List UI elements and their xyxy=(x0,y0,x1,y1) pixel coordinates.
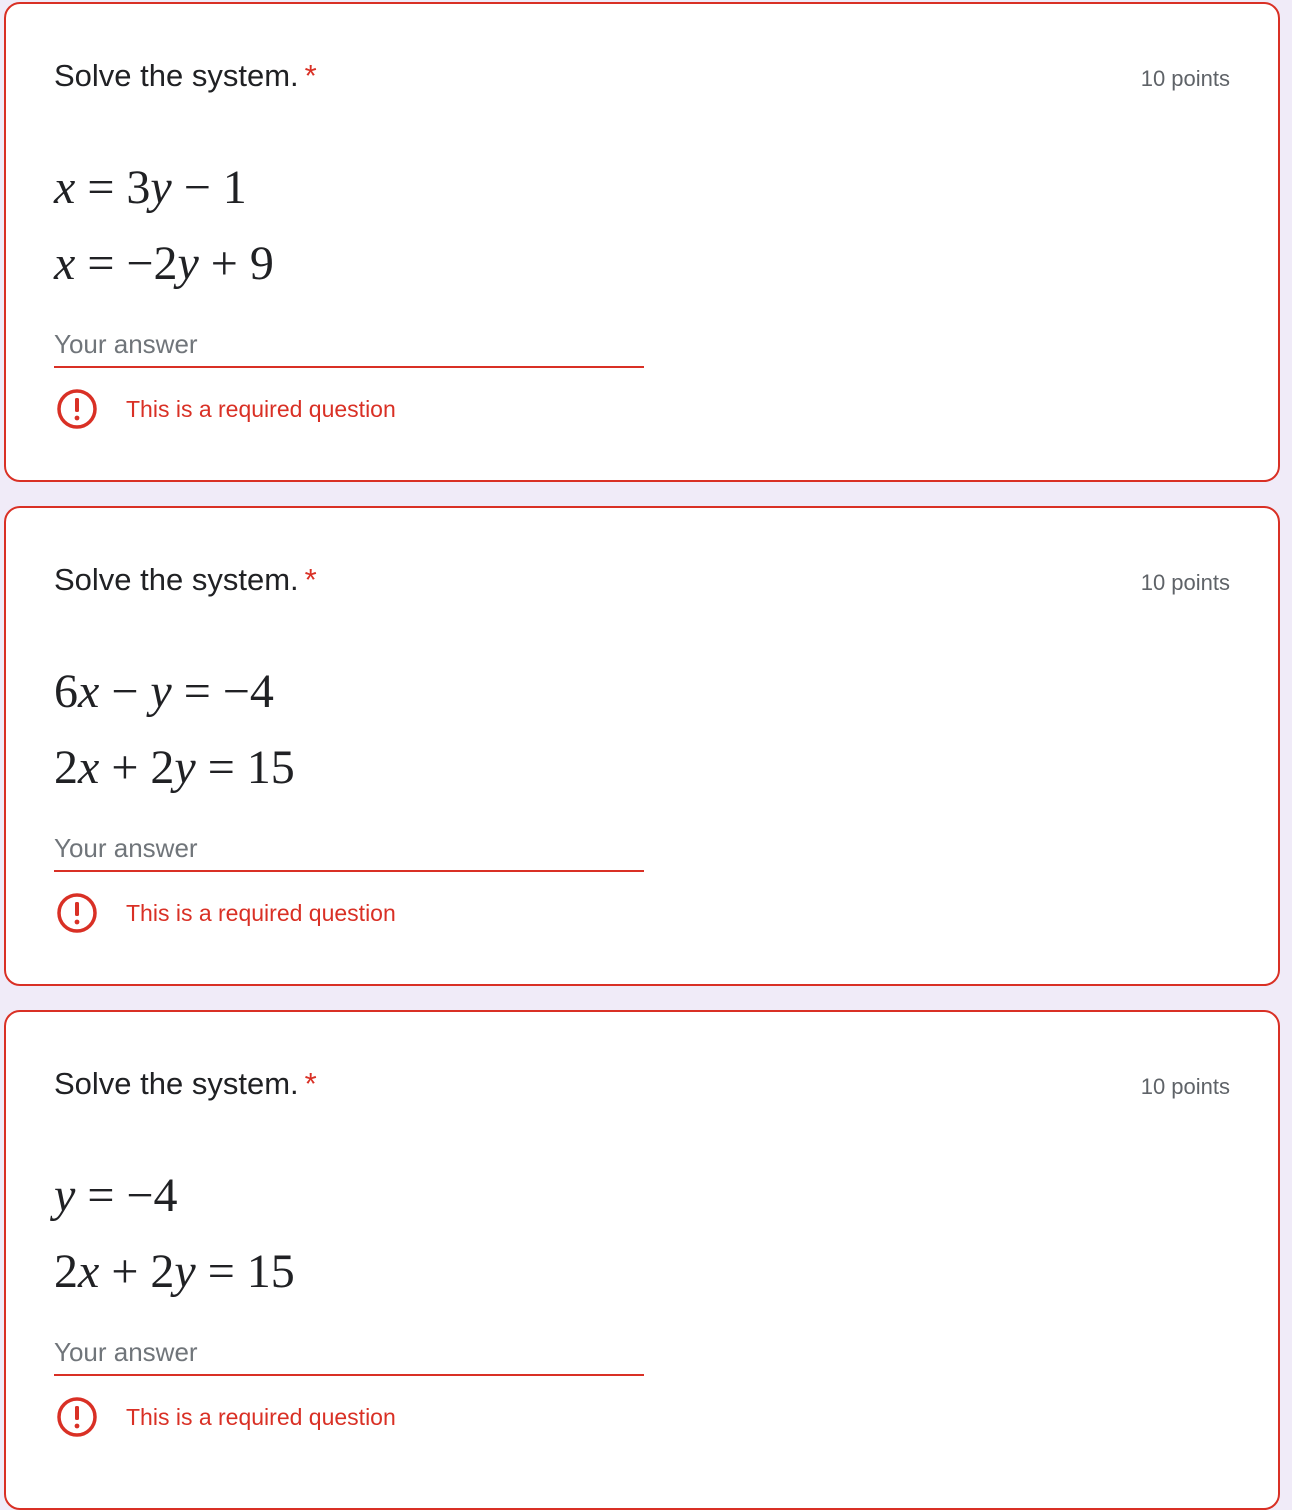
exclamation-circle-icon xyxy=(56,892,98,934)
exclamation-circle-icon xyxy=(56,1396,98,1438)
answer-input[interactable] xyxy=(54,826,644,872)
equation-image xyxy=(54,1158,295,1310)
answer-input[interactable] xyxy=(54,322,644,368)
equation-line: 6x − y = −4 xyxy=(54,665,274,718)
error-message xyxy=(56,1396,396,1438)
equation-line: y = −4 xyxy=(54,1169,178,1222)
question-title: Solve the system. * xyxy=(54,58,317,93)
question-card xyxy=(4,2,1280,482)
error-text: This is a required question xyxy=(126,899,396,926)
equation-image xyxy=(54,150,274,302)
equation-line: 2x + 2y = 15 xyxy=(54,741,295,794)
points-label: 10 points xyxy=(1140,66,1230,91)
question-title: Solve the system. * xyxy=(54,1066,317,1101)
equation-image xyxy=(54,654,295,806)
question-card xyxy=(4,1010,1280,1510)
question-title: Solve the system. * xyxy=(54,562,317,597)
error-message xyxy=(56,388,396,430)
equation-line: 2x + 2y = 15 xyxy=(54,1245,295,1298)
required-marker: * xyxy=(304,562,317,597)
error-message xyxy=(56,892,396,934)
answer-input[interactable] xyxy=(54,1330,644,1376)
points-label: 10 points xyxy=(1140,1074,1230,1099)
error-text: This is a required question xyxy=(126,395,396,422)
required-marker: * xyxy=(304,58,317,93)
required-marker: * xyxy=(304,1066,317,1101)
error-text: This is a required question xyxy=(126,1403,396,1430)
equation-line: x = −2y + 9 xyxy=(54,237,274,290)
equation-line: x = 3y − 1 xyxy=(54,161,247,214)
exclamation-circle-icon xyxy=(56,388,98,430)
question-card xyxy=(4,506,1280,986)
points-label: 10 points xyxy=(1140,570,1230,595)
